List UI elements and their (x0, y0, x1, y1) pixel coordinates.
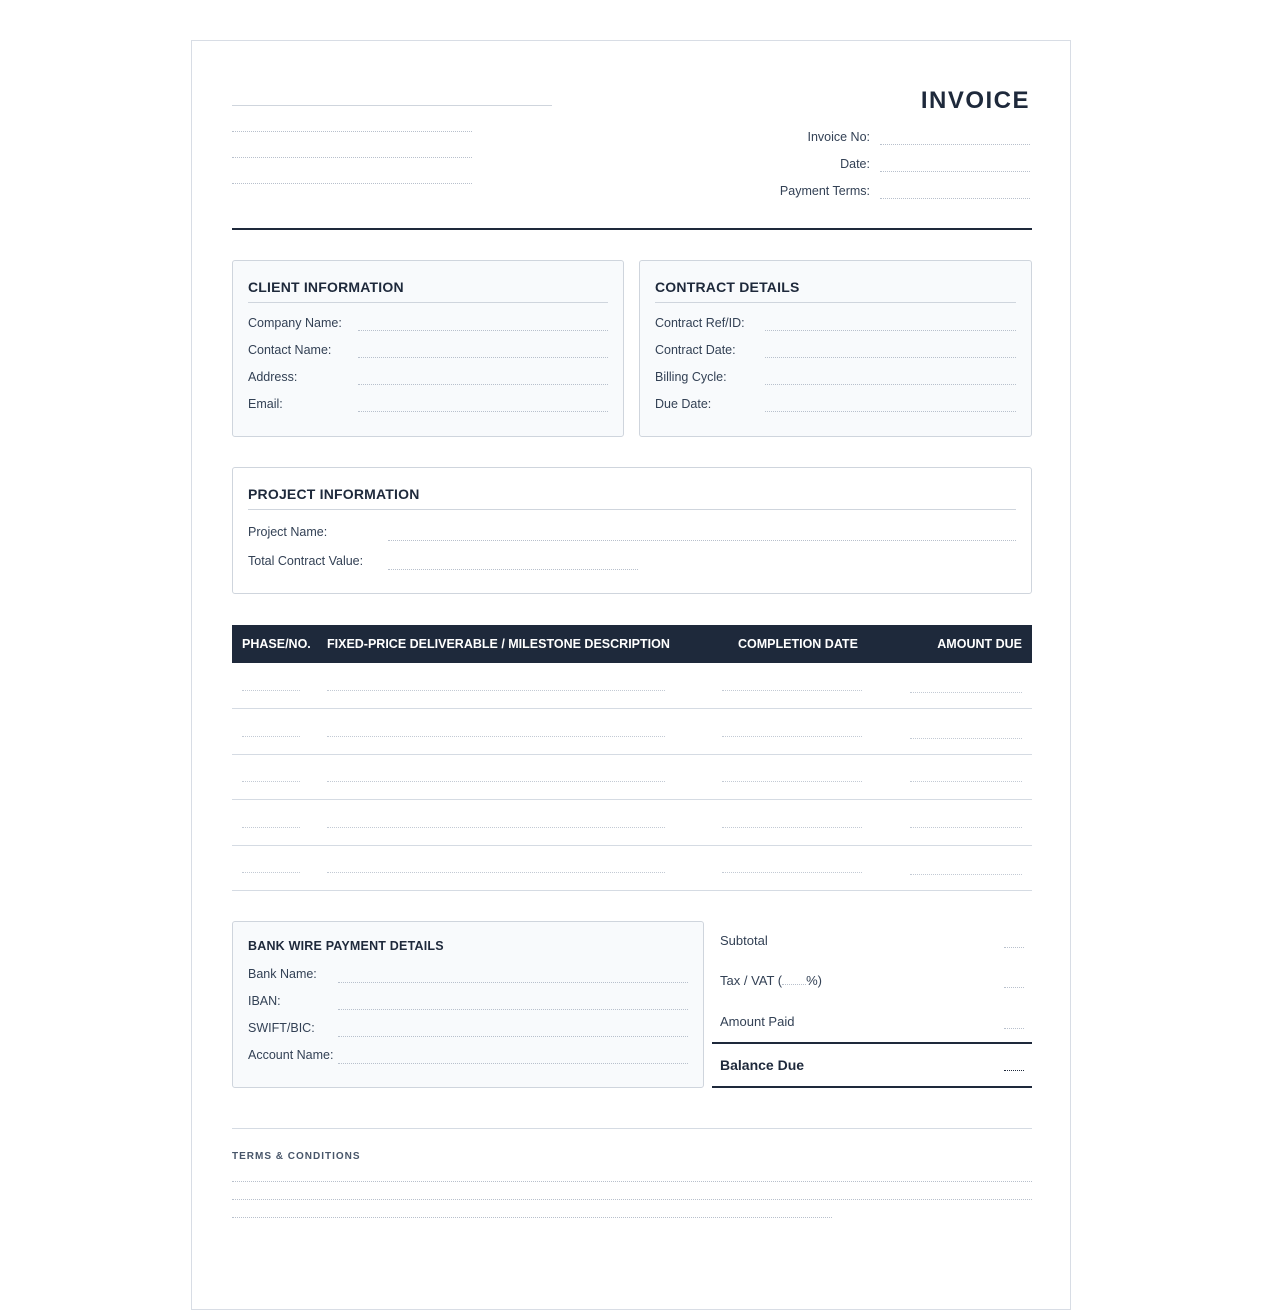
contract-details-title: CONTRACT DETAILS (655, 279, 800, 295)
table-row (232, 663, 1032, 709)
amount-due-cell[interactable] (910, 827, 1022, 828)
completion-date-cell[interactable] (722, 827, 862, 828)
table-row (232, 709, 1032, 755)
invoice-no-row (730, 130, 1030, 150)
email-field[interactable] (358, 411, 608, 412)
address-label: Address: (248, 370, 298, 384)
description-cell[interactable] (327, 736, 665, 737)
table-row (232, 845, 1032, 891)
amount-due-cell[interactable] (910, 738, 1022, 739)
phase-cell[interactable] (242, 690, 300, 691)
invoice-title: INVOICE (920, 87, 1030, 114)
amount-paid-value[interactable] (1004, 1028, 1024, 1029)
bank-name-label: Bank Name: (248, 967, 317, 981)
account-name-label: Account Name: (248, 1048, 334, 1062)
company-name-field[interactable] (358, 330, 608, 331)
amount-due-cell[interactable] (910, 874, 1022, 875)
contract-date-field[interactable] (765, 357, 1016, 358)
milestone-table-header (232, 625, 1032, 663)
iban-label: IBAN: (248, 994, 281, 1008)
col-completion-date-header: COMPLETION DATE (738, 637, 858, 651)
contact-name-field[interactable] (358, 357, 608, 358)
due-date-label: Due Date: (655, 397, 712, 411)
amount-paid-row (712, 1014, 1032, 1044)
completion-date-cell[interactable] (722, 690, 862, 691)
subtotal-label: Subtotal (720, 933, 768, 948)
project-info-title: PROJECT INFORMATION (248, 486, 420, 502)
account-name-field[interactable] (338, 1063, 688, 1064)
contract-details-box (639, 260, 1032, 437)
col-amount-due-header: AMOUNT DUE (937, 637, 1022, 651)
total-contract-value-field[interactable] (388, 569, 638, 570)
tax-label: Tax / VAT ( %) (720, 973, 823, 988)
col-phase-header: PHASE/NO. (242, 637, 311, 651)
total-contract-value-label: Total Contract Value: (248, 554, 364, 568)
description-cell[interactable] (327, 781, 665, 782)
project-name-field[interactable] (388, 540, 1016, 541)
sender-address-line-3[interactable] (232, 183, 472, 184)
company-name-label: Company Name: (248, 316, 342, 330)
phase-cell[interactable] (242, 872, 300, 873)
phase-cell[interactable] (242, 781, 300, 782)
phase-cell[interactable] (242, 827, 300, 828)
tax-value[interactable] (1004, 987, 1024, 988)
balance-due-row (712, 1042, 1032, 1088)
payment-terms-label: Payment Terms: (779, 184, 870, 198)
project-info-box (232, 467, 1032, 594)
bank-details-title: BANK WIRE PAYMENT DETAILS (248, 939, 444, 953)
invoice-date-row (730, 157, 1030, 177)
terms-title: TERMS & CONDITIONS (232, 1151, 361, 1162)
contract-ref-label: Contract Ref/ID: (655, 316, 745, 330)
invoice-no-field[interactable] (880, 144, 1030, 145)
completion-date-cell[interactable] (722, 736, 862, 737)
bank-details-box (232, 921, 704, 1088)
billing-cycle-field[interactable] (765, 384, 1016, 385)
description-cell[interactable] (327, 690, 665, 691)
terms-line-2[interactable] (232, 1199, 1032, 1200)
header-divider (232, 228, 1032, 230)
description-cell[interactable] (327, 827, 665, 828)
billing-cycle-label: Billing Cycle: (655, 370, 727, 384)
col-description-header: FIXED-PRICE DELIVERABLE / MILESTONE DESCRIPTION (327, 637, 670, 651)
tax-row (712, 973, 1032, 1003)
terms-line-1[interactable] (232, 1181, 1032, 1182)
completion-date-cell[interactable] (722, 872, 862, 873)
iban-field[interactable] (338, 1009, 688, 1010)
subtotal-value[interactable] (1004, 947, 1024, 948)
email-label: Email: (248, 397, 283, 411)
table-row (232, 754, 1032, 800)
project-name-label: Project Name: (248, 525, 328, 539)
payment-terms-field[interactable] (880, 198, 1030, 199)
swift-bic-label: SWIFT/BIC: (248, 1021, 315, 1035)
client-info-title: CLIENT INFORMATION (248, 279, 404, 295)
divider (248, 302, 608, 303)
balance-due-label: Balance Due (720, 1057, 805, 1073)
divider (655, 302, 1016, 303)
contract-ref-field[interactable] (765, 330, 1016, 331)
tax-rate-field[interactable] (782, 984, 806, 985)
terms-line-3[interactable] (232, 1217, 832, 1218)
invoice-date-label: Date: (840, 157, 870, 171)
swift-bic-field[interactable] (338, 1036, 688, 1037)
contract-date-label: Contract Date: (655, 343, 736, 357)
bank-name-field[interactable] (338, 982, 688, 983)
client-info-box (232, 260, 624, 437)
invoice-no-label: Invoice No: (807, 130, 870, 144)
company-name-line[interactable] (232, 105, 552, 106)
phase-cell[interactable] (242, 736, 300, 737)
invoice-page (191, 40, 1071, 1310)
contact-name-label: Contact Name: (248, 343, 332, 357)
amount-due-cell[interactable] (910, 781, 1022, 782)
due-date-field[interactable] (765, 411, 1016, 412)
sender-address-line-2[interactable] (232, 157, 472, 158)
description-cell[interactable] (327, 872, 665, 873)
terms-divider (232, 1128, 1032, 1129)
balance-due-value[interactable] (1004, 1070, 1024, 1071)
table-row (232, 800, 1032, 846)
divider (248, 509, 1016, 510)
address-field[interactable] (358, 384, 608, 385)
amount-paid-label: Amount Paid (720, 1014, 795, 1029)
payment-terms-row (730, 184, 1030, 204)
subtotal-row (712, 933, 1032, 963)
sender-address-line-1[interactable] (232, 131, 472, 132)
amount-due-cell[interactable] (910, 692, 1022, 693)
invoice-date-field[interactable] (880, 171, 1030, 172)
completion-date-cell[interactable] (722, 781, 862, 782)
